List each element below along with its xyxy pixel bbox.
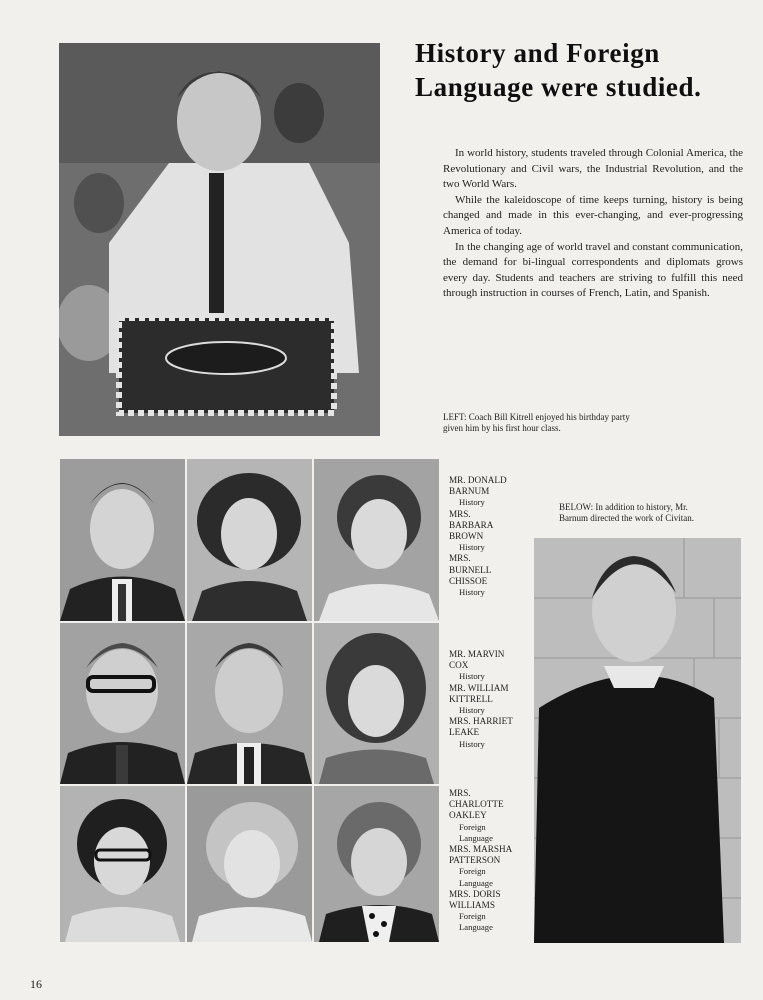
faculty-subject: Language	[459, 922, 493, 933]
faculty-subject: History	[459, 738, 485, 749]
faculty-name-line: MRS.	[449, 508, 471, 519]
faculty-entry	[449, 509, 534, 554]
faculty-name-line: MRS. MARSHA	[449, 844, 513, 855]
faculty-name-line: BROWN	[449, 531, 484, 542]
body-text	[443, 146, 743, 302]
faculty-entry	[449, 553, 534, 598]
faculty-entry	[449, 716, 534, 750]
left-photo-caption	[443, 412, 743, 434]
portrait-brown	[187, 459, 312, 621]
barnum-civitan-photo	[534, 538, 741, 943]
faculty-entry	[449, 683, 534, 717]
faculty-name-line: MR. WILLIAM	[449, 682, 509, 693]
portrait-chissoe	[314, 459, 439, 621]
portrait-oakley	[60, 786, 185, 942]
faculty-name-line: LEAKE	[449, 727, 480, 738]
faculty-subject: Foreign	[459, 911, 486, 922]
faculty-name-line: OAKLEY	[449, 810, 487, 821]
coach-birthday-photo	[59, 43, 380, 436]
faculty-name-line: MRS.	[449, 788, 471, 798]
page-title-line-1: History and Foreign	[415, 38, 660, 68]
faculty-entry	[449, 788, 534, 844]
faculty-name-line: MRS.	[449, 553, 471, 564]
page-title	[415, 36, 755, 104]
paragraph-2: While the kaleidoscope of time keeps turning, history is being changed and made in this ever-changing, and ever-progressing America of today.	[443, 193, 743, 237]
faculty-subject: History	[459, 705, 485, 716]
faculty-name-line: PATTERSON	[449, 855, 501, 866]
faculty-subject: Language	[459, 832, 493, 843]
portrait-kittrell	[187, 623, 312, 784]
faculty-name-line: COX	[449, 660, 469, 671]
left-caption-line-1: LEFT: Coach Bill Kitrell enjoyed his birthday party	[443, 412, 630, 422]
portrait-leake	[314, 623, 439, 784]
below-caption-line-2: Barnum directed the work of Civitan.	[559, 513, 694, 523]
faculty-entry	[449, 475, 534, 509]
faculty-entry	[449, 844, 534, 889]
left-caption-line-2: given him by his first hour class.	[443, 423, 561, 433]
page-number: 16	[30, 977, 42, 991]
faculty-subject: History	[459, 587, 485, 598]
paragraph-3: In the changing age of world travel and constant communication, the demand for bi-lingual correspondents and diplomats grows every day. Students and teachers are striving to fulfill this need through instruction in courses of French, Latin, and Spanish.	[443, 240, 743, 300]
faculty-names-group-3	[449, 788, 534, 934]
faculty-subject: Foreign	[459, 821, 486, 832]
faculty-name-line: BARBARA	[449, 519, 494, 530]
portrait-barnum	[60, 459, 185, 621]
portrait-williams	[314, 786, 439, 942]
faculty-entry	[449, 649, 534, 683]
paragraph-1: In world history, students traveled through Colonial America, the Revolutionary and Civil wars, the Industrial Revolution, and the two World Wars.	[443, 147, 743, 191]
faculty-name-line: MRS. DORIS	[449, 888, 501, 899]
faculty-name-line: CHARLOTTE	[449, 799, 504, 810]
below-photo-caption	[559, 502, 744, 524]
faculty-subject: History	[459, 542, 485, 553]
faculty-subject: Foreign	[459, 866, 486, 877]
faculty-names-group-2	[449, 649, 534, 750]
faculty-name-line: WILLIAMS	[449, 900, 495, 911]
faculty-name-line: KITTRELL	[449, 693, 493, 704]
faculty-name-line: CHISSOE	[449, 575, 488, 586]
faculty-subject: Language	[459, 877, 493, 888]
faculty-name-line: MRS. HARRIET	[449, 716, 513, 727]
below-caption-line-1: BELOW: In addition to history, Mr.	[559, 502, 688, 512]
faculty-subject: History	[459, 497, 485, 508]
faculty-subject: History	[459, 671, 485, 682]
page-title-line-2: Language were studied.	[415, 72, 702, 102]
faculty-name-line: MR. DONALD	[449, 475, 507, 485]
faculty-names-group-1	[449, 475, 534, 598]
portrait-patterson	[187, 786, 312, 942]
faculty-entry	[449, 889, 534, 934]
portrait-cox	[60, 623, 185, 784]
faculty-name-line: MR. MARVIN	[449, 649, 505, 659]
faculty-name-line: BARNUM	[449, 486, 490, 497]
faculty-name-line: BURNELL	[449, 564, 492, 575]
